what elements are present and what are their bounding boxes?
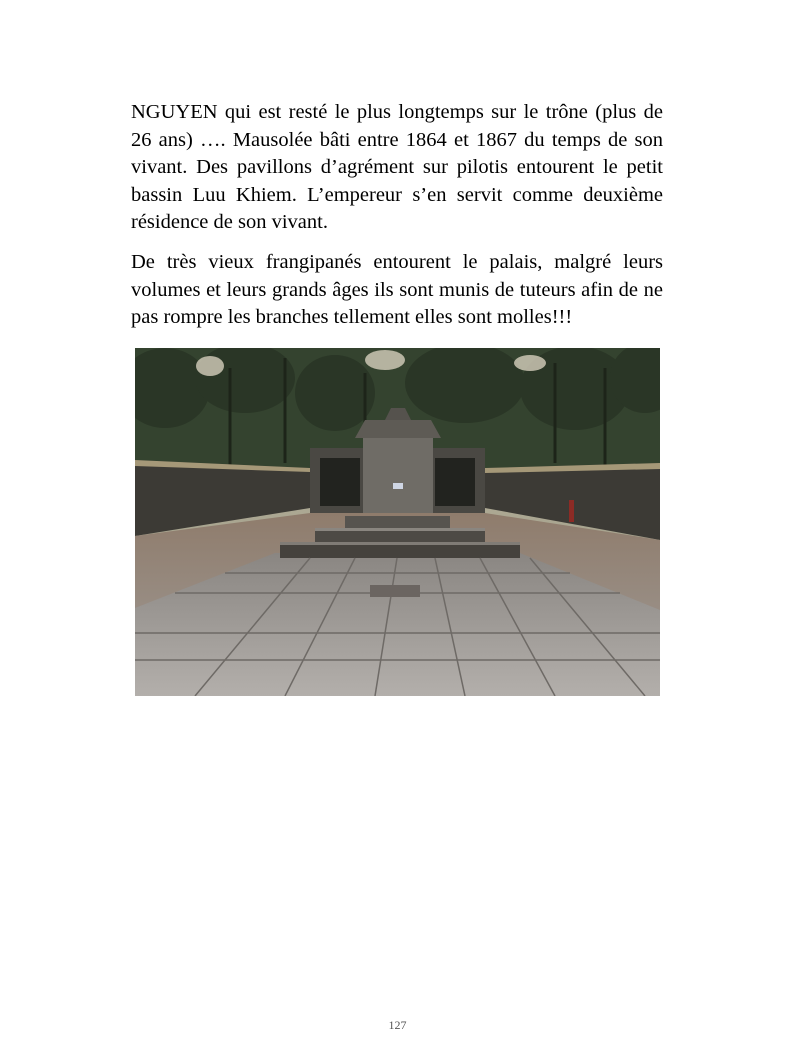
paragraph-2: De très vieux frangipanés entourent le palais, malgré leurs volumes et leurs grands âges ils sont munis de tuteurs afin de ne pas rompre les branches tellement elles sont molles!!!	[131, 250, 663, 329]
body-text	[131, 99, 663, 332]
paragraph-1: NGUYEN qui est resté le plus longtemps sur le trône (plus de 26 ans) …. Mausolée bâti entre 1864 et 1867 du temps de son vivant. Des pavillons d’agrément sur pilotis entourent le petit bassin Luu Khiem. L’empereur s’en servit comme deuxième résidence de son vivant.	[131, 101, 663, 234]
tomb-photograph	[135, 348, 660, 696]
page-number: 127	[388, 1018, 407, 1032]
visitor-figure	[569, 500, 574, 522]
